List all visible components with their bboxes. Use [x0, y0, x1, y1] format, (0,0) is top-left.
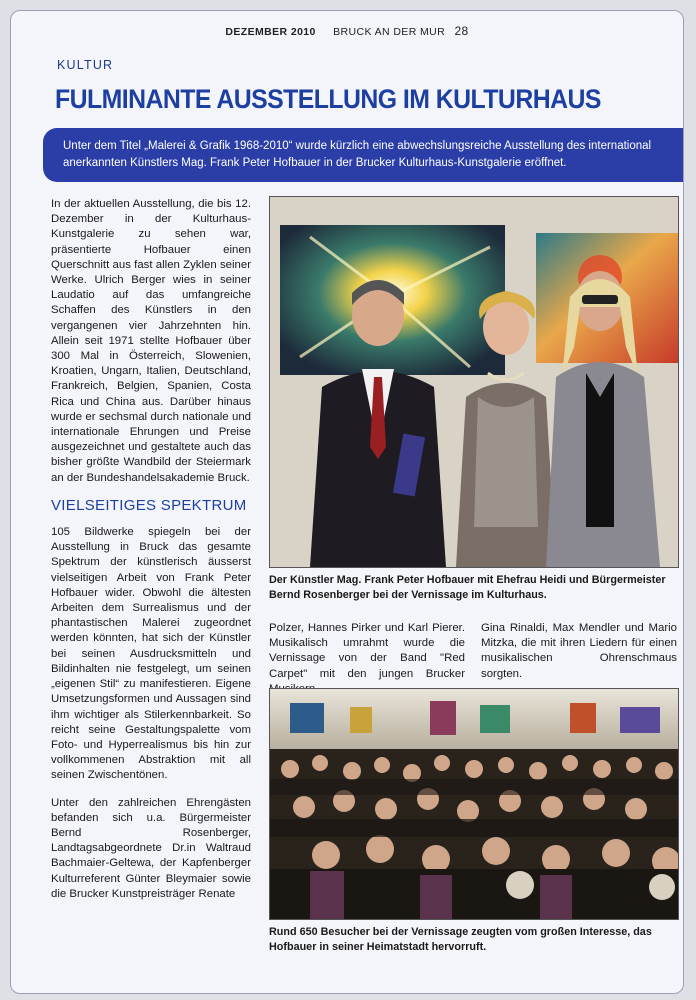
issue-date: DEZEMBER 2010	[225, 26, 316, 38]
body-paragraph-2: 105 Bildwerke spiegeln bei der Ausstellung in Bruck das gesamte Spektrum der künstlerisch äusserst vielseitigen Arbeit von Frank Peter Hofbauer wider. Obwohl die ältesten Arbeiten dem Surrealismus und der phantastischen Malerei zugeordnet werden könnten, hat sich der Künstler bei seinen Ausdrucksmitteln und Bildinhalten nie festgelegt, um seinen „eigenen Stil“ zu manifestieren. Eigene Umsetzungsformen und Aussagen sind ihm wichtiger als Stilerkennbarkeit. So reicht seine Gestaltungspalette vom Foto- und Hyperrealismus bis hin zur vollkommenen Abstraktion mit all seinen Zwischentönen.	[51, 526, 251, 782]
subheading: VIELSEITIGES SPEKTRUM	[51, 496, 247, 514]
magazine-page	[10, 10, 684, 994]
article-headline: FULMINANTE AUSSTELLUNG IM KULTURHAUS	[55, 84, 601, 114]
page-header	[11, 24, 683, 38]
body-column-right: Gina Rinaldi, Max Mendler und Mario Mitzka, die mit ihren Liedern für einen musikalischen Ohrenschmaus sorgten.	[481, 622, 677, 680]
publication-place: BRUCK AN DER MUR	[333, 26, 446, 38]
body-paragraph-1: In der aktuellen Ausstellung, die bis 12. Dezember in der Kulturhaus-Kunstgalerie zu sehen war, präsentierte Hofbauer einen Querschnitt aus fast allen Zyklen seiner Werke. Ulrich Berger wies in seiner Laudatio auf das umfangreiche Schaffen des Künstlers in den vergangenen vier Jahrzehnten hin. Allein seit 1971 stellte Hofbauer über 300 Mal in Österreich, Slowenien, Kroatien, Ungarn, Italien, Deutschland, Frankreich, Belgien, Spanien, Costa Rica und China aus. Darüber hinaus wurde er sechsmal durch nationale und internationale Ehrungen und Preise ausgezeichnet und gestaltete auch das bisher größte Wandbild der Steiermark an der Bundeshandelsakademie Bruck.	[51, 198, 251, 484]
body-column-left	[51, 197, 251, 914]
photo-artist-group	[269, 196, 679, 568]
body-column-middle: Polzer, Hannes Pirker und Karl Pierer. Musikalisch umrahmt wurde die Vernissage von der Band "Red Carpet" mit den jungen Brucker	[269, 622, 465, 680]
photo-caption-2: Rund 650 Besucher bei der Vernissage zeugten vom großen Interesse, das Hofbauer in seiner Heimatstadt hervorruft.	[269, 926, 652, 953]
photo-caption-1: Der Künstler Mag. Frank Peter Hofbauer mit Ehefrau Heidi und Bürgermeister Bernd Rosenberger bei der Vernissage im Kulturhaus.	[269, 574, 666, 601]
body-paragraph-3: Unter den zahlreichen Ehrengästen befanden sich u.a. Bürgermeister Bernd Rosenberger, Landtagsabgeordnete Dr.in Waltraud Bachmaier-Geltewa, der Kapfenberger Kulturreferent Günter Bleymaier sowie die Brucker Kunstpreisträger Renate	[51, 796, 251, 900]
photo-vernissage-crowd	[269, 688, 679, 920]
section-label: KULTUR	[57, 58, 114, 72]
lead-box: Unter dem Titel „Malerei & Grafik 1968-2010“ wurde kürzlich eine abwechslungsreiche Ausstellung des international anerkannten Künstlers Mag. Frank Peter Hofbauer in der Brucker Kulturhaus-Kunstgalerie eröffnet.	[43, 128, 684, 182]
page-number: 28	[454, 24, 469, 38]
